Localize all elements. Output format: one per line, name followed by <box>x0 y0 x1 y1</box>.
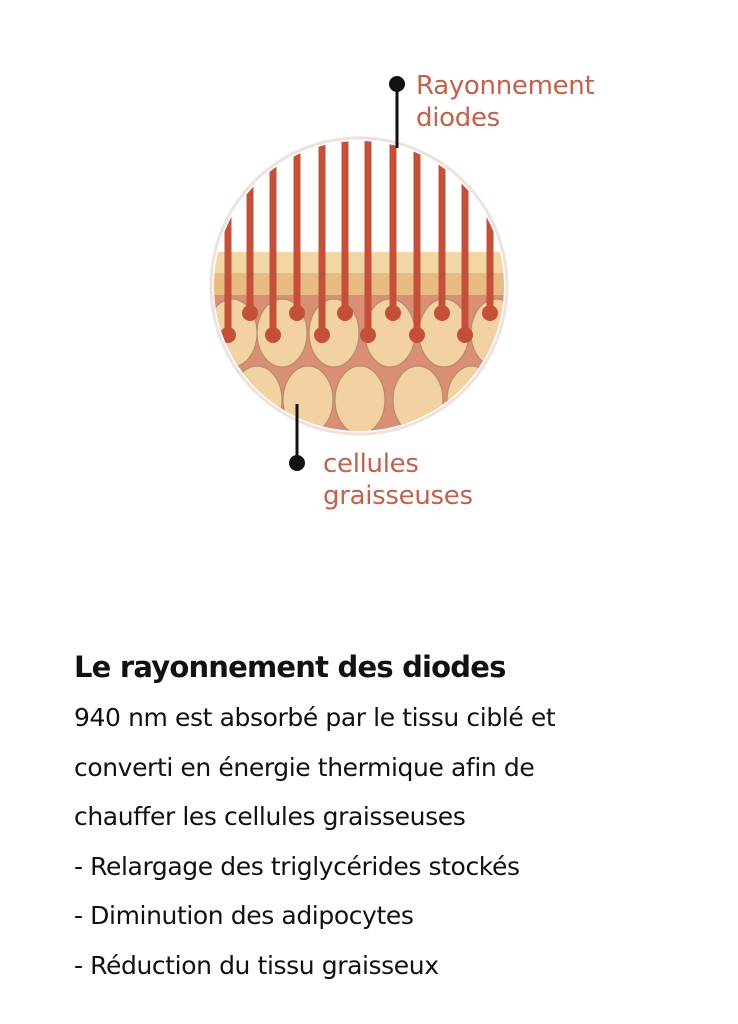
diode-beam-tip <box>434 305 450 321</box>
fat-cell <box>393 366 443 434</box>
description-bullet: - Réduction du tissu graisseux <box>74 950 439 980</box>
label-line: cellules <box>323 449 419 479</box>
diode-beam-tip <box>360 327 376 343</box>
description-line: converti en énergie thermique afin de <box>74 752 535 782</box>
fat-cell <box>232 366 282 434</box>
fat-cell <box>335 366 385 434</box>
diode-beam-tip <box>314 327 330 343</box>
label-diode-radiation <box>416 70 594 134</box>
diode-beam-tip <box>289 305 305 321</box>
description-bullet: - Relargage des triglycérides stockés <box>74 851 520 881</box>
diode-beam-tip <box>457 327 473 343</box>
label-line: graisseuses <box>323 481 473 511</box>
label-line: diodes <box>416 103 500 133</box>
diode-beam-tip <box>337 305 353 321</box>
description-title: Le rayonnement des diodes <box>74 650 506 684</box>
description-line: chauffer les cellules graisseuses <box>74 802 466 831</box>
diode-beam-tip <box>265 327 281 343</box>
description-line: 940 nm est absorbé par le tissu ciblé et <box>74 703 556 732</box>
diode-beam-tip <box>242 305 258 321</box>
diode-beam-tip <box>385 305 401 321</box>
diode-beam-tip <box>409 327 425 343</box>
label-line: Rayonnement <box>416 71 595 101</box>
callout-top-pointer <box>389 76 405 148</box>
label-fat-cells <box>323 448 473 512</box>
description-block <box>74 645 694 990</box>
description-bullet: - Diminution des adipocytes <box>74 901 414 930</box>
diode-beam-tip <box>482 305 498 321</box>
